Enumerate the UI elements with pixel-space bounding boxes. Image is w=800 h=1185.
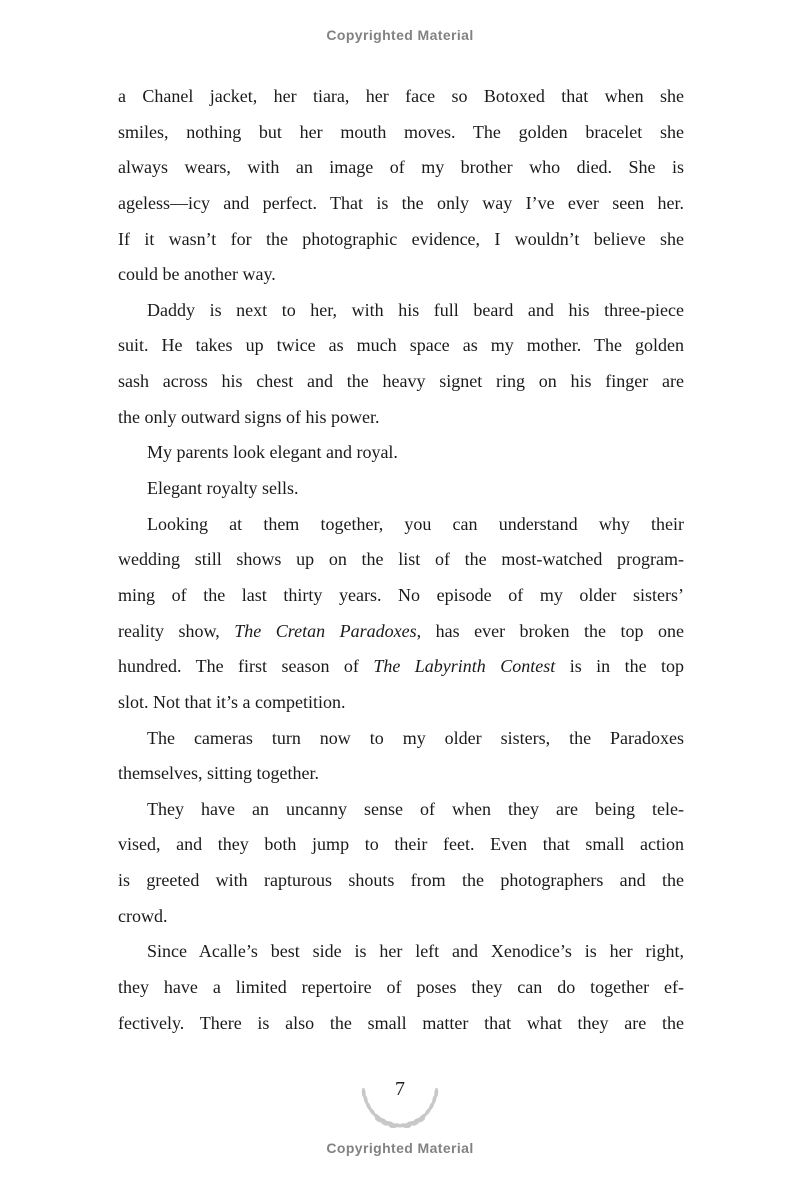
text-line: crowd.	[118, 905, 168, 926]
text-line: is greeted with rapturous shouts from the photographers and the	[118, 870, 684, 891]
text-line: ming of the last thirty years. No episode of my older sisters’	[118, 584, 684, 605]
page-number-ornament	[0, 1078, 800, 1130]
text-line: smiles, nothing but her mouth moves. The golden bracelet she	[118, 121, 684, 142]
text-line: Daddy is next to her, with his full beard and his three-piece	[147, 299, 684, 320]
text-line: ageless—icy and perfect. That is the only way I’ve ever seen her.	[118, 192, 684, 213]
text-line: always wears, with an image of my brother who died. She is	[118, 157, 684, 178]
text-line: a Chanel jacket, her tiara, her face so Botoxed that when she	[118, 86, 684, 106]
text-line: themselves, sitting together.	[118, 763, 319, 784]
text-line: slot. Not that it’s a competition.	[118, 691, 346, 712]
text-line: vised, and they both jump to their feet. Even that small action	[118, 834, 684, 855]
text-line: If it wasn’t for the photographic evidence, I wouldn’t believe she	[118, 228, 684, 249]
text-line: Looking at them together, you can understand why their	[147, 513, 684, 534]
text-line: My parents look elegant and royal.	[147, 442, 398, 463]
copyright-notice-bottom: Copyrighted Material	[326, 1140, 474, 1156]
text-line: Since Acalle’s best side is her left and Xenodice’s is her right,	[147, 941, 684, 962]
copyright-notice-top: Copyrighted Material	[326, 27, 474, 43]
text-line: Elegant royalty sells.	[147, 478, 299, 499]
text-line: could be another way.	[118, 264, 276, 285]
text-line: wedding still shows up on the list of the most-watched program-	[118, 549, 684, 570]
text-line: They have an uncanny sense of when they are being tele-	[147, 798, 684, 819]
text-line: reality show, The Cretan Paradoxes, has ever broken the top one	[118, 620, 684, 641]
text-line: suit. He takes up twice as much space as my mother. The golden	[118, 335, 684, 356]
text-line: The cameras turn now to my older sisters, the Paradoxes	[147, 727, 684, 748]
page-number: 7	[395, 1078, 405, 1100]
text-line: they have a limited repertoire of poses they can do together ef-	[118, 977, 684, 998]
text-line: hundred. The first season of The Labyrinth Contest is in the top	[118, 656, 685, 677]
text-line: the only outward signs of his power.	[118, 406, 380, 427]
text-line: sash across his chest and the heavy signet ring on his finger are	[118, 371, 684, 392]
page-body-text	[118, 79, 684, 1041]
text-line: fectively. There is also the small matter that what they are the	[118, 1012, 684, 1033]
